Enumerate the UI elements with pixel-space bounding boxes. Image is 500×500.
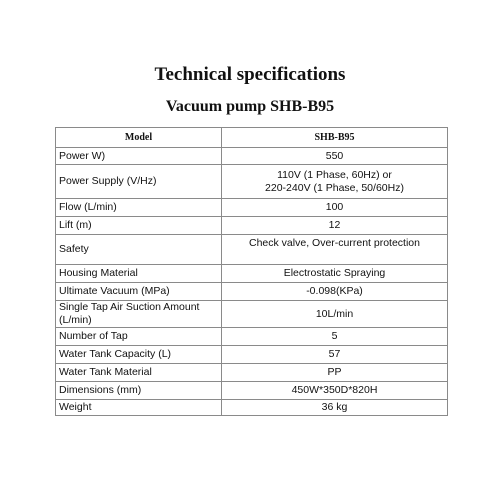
value-line: PP xyxy=(327,366,342,378)
page-title: Technical specifications xyxy=(154,64,346,85)
row-value-housing-material xyxy=(222,265,448,283)
row-value-dimensions xyxy=(222,382,448,400)
table-row-tank-material xyxy=(56,364,448,382)
value-line: -0.098(KPa) xyxy=(306,285,363,297)
row-value-lift xyxy=(222,217,448,235)
table-row-weight xyxy=(56,400,448,416)
table-row-power-supply xyxy=(56,165,448,199)
row-label-dimensions: Dimensions (mm) xyxy=(56,382,222,400)
value-line: 5 xyxy=(331,330,338,342)
row-label-number-of-tap: Number of Tap xyxy=(56,328,222,346)
value-line: 550 xyxy=(325,149,344,162)
row-label-flow: Flow (L/min) xyxy=(56,199,222,217)
table-row-tank-capacity xyxy=(56,346,448,364)
value-line: 10L/min xyxy=(315,307,354,320)
row-value-air-suction xyxy=(222,301,448,328)
row-label-tank-capacity: Water Tank Capacity (L) xyxy=(56,346,222,364)
header-model-label: Model xyxy=(56,128,222,148)
value-line: 450W*350D*820H xyxy=(291,384,378,396)
row-value-power-supply xyxy=(222,165,448,199)
spec-table xyxy=(55,127,448,416)
row-value-tank-material xyxy=(222,364,448,382)
table-row-flow xyxy=(56,199,448,217)
value-line: Check valve, Over-current protection xyxy=(249,237,420,249)
row-label-safety: Safety xyxy=(56,235,222,265)
value-line: 110V (1 Phase, 60Hz) or xyxy=(277,168,392,181)
row-label-air-suction: Single Tap Air Suction Amount (L/min) xyxy=(56,301,222,328)
header-model-value: SHB-B95 xyxy=(222,128,448,148)
row-label-power: Power W) xyxy=(56,148,222,165)
row-value-flow xyxy=(222,199,448,217)
value-line: 100 xyxy=(325,201,344,213)
row-value-tank-capacity xyxy=(222,346,448,364)
table-row-power xyxy=(56,148,448,165)
table-row-number-of-tap xyxy=(56,328,448,346)
page-subtitle: Vacuum pump SHB-B95 xyxy=(165,98,335,115)
row-label-housing-material: Housing Material xyxy=(56,265,222,283)
table-row-safety xyxy=(56,235,448,265)
value-line: Electrostatic Spraying xyxy=(283,267,386,279)
header-row xyxy=(56,128,448,148)
value-line: 36 kg xyxy=(321,401,348,413)
table-row-air-suction xyxy=(56,301,448,328)
row-value-ultimate-vacuum xyxy=(222,283,448,301)
value-line: 220-240V (1 Phase, 50/60Hz) xyxy=(265,181,404,194)
row-label-power-supply: Power Supply (V/Hz) xyxy=(56,165,222,199)
row-label-ultimate-vacuum: Ultimate Vacuum (MPa) xyxy=(56,283,222,301)
value-line: 57 xyxy=(328,348,341,360)
table-row-dimensions xyxy=(56,382,448,400)
table-row-ultimate-vacuum xyxy=(56,283,448,301)
row-label-lift: Lift (m) xyxy=(56,217,222,235)
row-value-safety xyxy=(222,235,448,265)
row-value-number-of-tap xyxy=(222,328,448,346)
row-value-power xyxy=(222,148,448,165)
value-line: 12 xyxy=(328,219,341,231)
table-row-housing-material xyxy=(56,265,448,283)
table-row-lift xyxy=(56,217,448,235)
spec-table-body xyxy=(56,148,448,416)
row-label-weight: Weight xyxy=(56,400,222,416)
row-value-weight xyxy=(222,400,448,416)
spec-table-header xyxy=(56,128,448,148)
row-label-tank-material: Water Tank Material xyxy=(56,364,222,382)
